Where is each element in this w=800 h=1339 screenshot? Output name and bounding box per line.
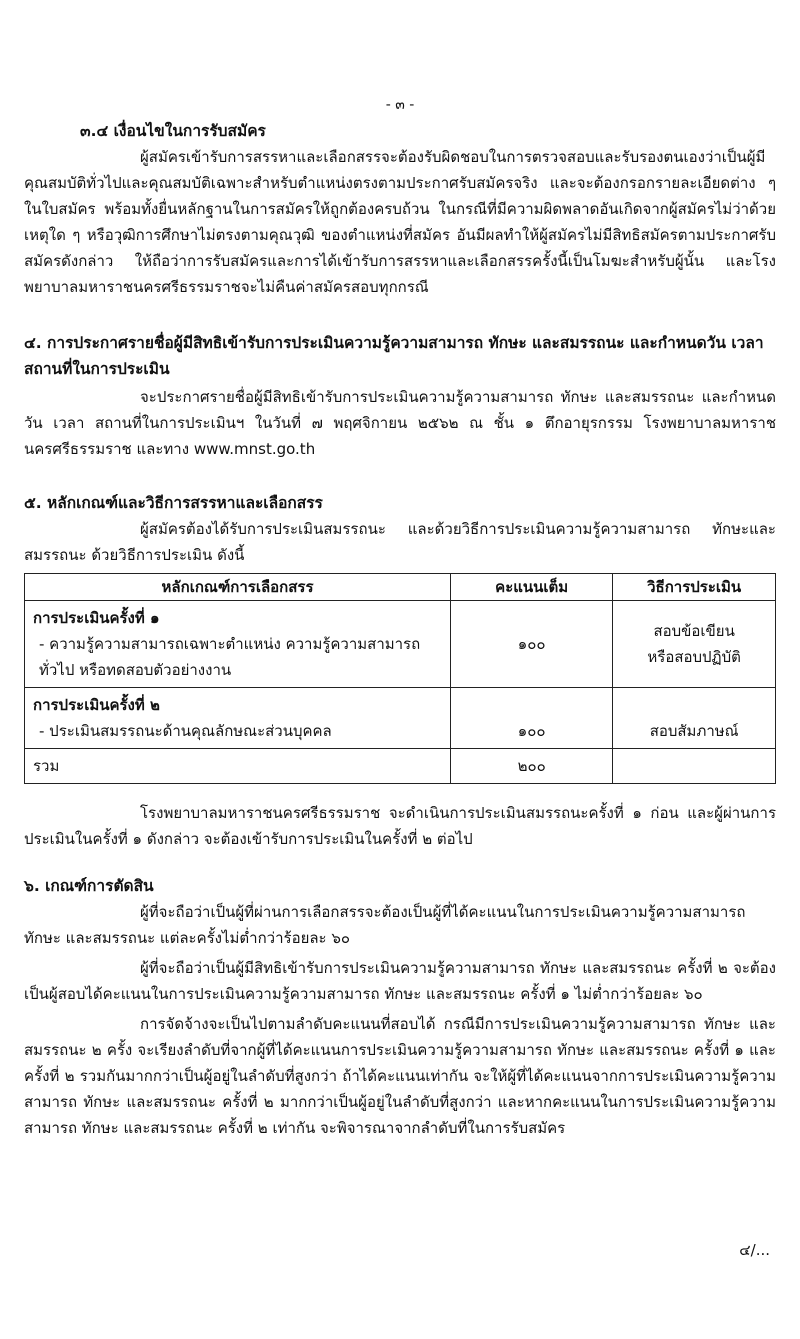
section-4-paragraph: จะประกาศรายชื่อผู้มีสิทธิเข้ารับการประเมินความรู้ความสามารถ ทักษะ และสมรรถนะ และกำหนดวัน เวลา สถานที่ในการประเมินฯ ในวันที่ ๗ พฤศจิกายน ๒๕๖๒ ณ ชั้น ๑ ตึกอายุรกรรม โรงพยาบาลมหาราชนครศรีธรรมราช และทาง www.mnst.go.th — [24, 388, 776, 458]
section-6-paragraph-1: ผู้ที่จะถือว่าเป็นผู้ที่ผ่านการเลือกสรรจะต้องเป็นผู้ที่ได้คะแนนในการประเมินความรู้ความสามารถ ทักษะ และสมรรถนะ แต่ละครั้งไม่ต่ำกว่าร้อยละ ๖๐ — [24, 903, 746, 947]
section-5-note-text: โรงพยาบาลมหาราชนครศรีธรรมราช จะดำเนินการประเมินสมรรถนะครั้งที่ ๑ ก่อน และผู้ผ่านการประเมินในครั้งที่ ๑ ดังกล่าว จะต้องเข้ารับการประเมินในครั้งที่ ๒ ต่อไป — [24, 804, 776, 848]
table-total-row — [25, 749, 776, 784]
score-cell: ๑๐๐ — [451, 688, 613, 749]
section-6-paragraph-2: ผู้ที่จะถือว่าเป็นผู้มีสิทธิเข้ารับการประเมินความรู้ความสามารถ ทักษะ และสมรรถนะ ครั้งที่ ๒ จะต้องเป็นผู้สอบได้คะแนนในการประเมินความรู้ความสามารถ ทักษะ และสมรรถนะ ครั้งที่ ๑ ไม่ต่ำกว่าร้อยละ ๖๐ — [24, 959, 776, 1003]
header-full-score: คะแนนเต็ม — [451, 574, 613, 601]
criteria-item: - ประเมินสมรรถนะด้านคุณลักษณะส่วนบุคคล — [39, 722, 332, 740]
section-5-paragraph: ผู้สมัครต้องได้รับการประเมินสมรรถนะ และด้วยวิธีการประเมินความรู้ความสามารถ ทักษะและสมรรถนะ ด้วยวิธีการประเมิน ดังนี้ — [24, 520, 776, 564]
continuation-marker: ๔/... — [739, 1241, 770, 1259]
header-method: วิธีการประเมิน — [613, 574, 776, 601]
table-header-row — [25, 574, 776, 601]
score-cell: ๑๐๐ — [451, 601, 613, 688]
section-4 — [24, 330, 776, 462]
section-5 — [24, 490, 776, 568]
table-row — [25, 688, 776, 749]
method-cell — [613, 601, 776, 688]
section-6-paragraph-3: การจัดจ้างจะเป็นไปตามลำดับคะแนนที่สอบได้ กรณีมีการประเมินความรู้ความสามารถ ทักษะ และสมรรถนะ ๒ ครั้ง จะเรียงลำดับที่จากผู้ที่ได้คะแนนการประเมินความรู้ความสามารถ ทักษะ และสมรรถนะ ครั้งที่ ๑ และครั้งที่ ๒ รวมกันมากกว่าเป็นผู้อยู่ในลำดับที่สูงกว่า ถ้าได้คะแนนเท่ากัน จะให้ผู้ที่ได้คะแนนจากการประเมินความรู้ความสามารถ ทักษะ และสมรรถนะ ครั้งที่ ๒ มากกว่าเป็นผู้อยู่ในลำดับที่สูงกว่า และหากคะแนนในการประเมินความรู้ความสามารถ ทักษะ และสมรรถนะ ครั้งที่ ๒ เท่ากัน จะพิจารณาจากลำดับที่ในการรับสมัคร — [24, 1015, 776, 1137]
section-6 — [24, 873, 776, 1141]
criteria-title: การประเมินครั้งที่ ๒ — [33, 696, 160, 714]
criteria-title: การประเมินครั้งที่ ๑ — [33, 609, 160, 627]
total-score: ๒๐๐ — [451, 749, 613, 784]
method-line: หรือสอบปฏิบัติ — [647, 648, 741, 666]
section-3-4 — [24, 118, 776, 300]
criteria-cell — [25, 688, 451, 749]
total-method-empty — [613, 749, 776, 784]
page-number: - ๓ - — [385, 97, 415, 113]
section-5-note — [24, 800, 776, 852]
header-criteria: หลักเกณฑ์การเลือกสรร — [25, 574, 451, 601]
section-5-heading: ๕. หลักเกณฑ์และวิธีการสรรหาและเลือกสรร — [24, 494, 323, 512]
section-3-4-paragraph: ผู้สมัครเข้ารับการสรรหาและเลือกสรรจะต้องรับผิดชอบในการตรวจสอบและรับรองตนเองว่าเป็นผู้มีคุณสมบัติทั่วไปและคุณสมบัติเฉพาะสำหรับตำแหน่งตรงตามประกาศรับสมัครจริง และจะต้องกรอกรายละเอียดต่าง ๆ ในใบสมัคร พร้อมทั้งยื่นหลักฐานในการสมัครให้ถูกต้องครบถ้วน ในกรณีที่มีความผิดพลาดอันเกิดจากผู้สมัครไม่ว่าด้วยเหตุใด ๆ หรือวุฒิการศึกษาไม่ตรงตามคุณวุฒิ ของตำแหน่งที่สมัคร อันมีผลทำให้ผู้สมัครไม่มีสิทธิสมัครตามประกาศรับสมัครดังกล่าว ให้ถือว่าการรับสมัครและการได้เข้ารับการสรรหาและเลือกสรรครั้งนี้เป็นโมฆะสำหรับผู้นั้น และโรงพยาบาลมหาราชนครศรีธรรมราชจะไม่คืนค่าสมัครสอบทุกกรณี — [24, 148, 776, 296]
section-3-4-heading: ๓.๔ เงื่อนไขในการรับสมัคร — [80, 122, 266, 140]
section-6-heading: ๖. เกณฑ์การตัดสิน — [24, 877, 154, 895]
section-4-heading: ๔. การประกาศรายชื่อผู้มีสิทธิเข้ารับการประเมินความรู้ความสามารถ ทักษะ และสมรรถนะ และกำหนดวัน เวลา สถานที่ในการประเมิน — [24, 334, 764, 378]
criteria-table — [24, 573, 776, 784]
criteria-item: - ความรู้ความสามารถเฉพาะตำแหน่ง ความรู้ความสามารถทั่วไป หรือทดสอบตัวอย่างงาน — [39, 635, 421, 679]
table-row — [25, 601, 776, 688]
method-line: สอบสัมภาษณ์ — [649, 722, 739, 740]
method-line: สอบข้อเขียน — [653, 622, 735, 640]
method-cell — [613, 688, 776, 749]
total-label: รวม — [25, 749, 451, 784]
criteria-cell — [25, 601, 451, 688]
